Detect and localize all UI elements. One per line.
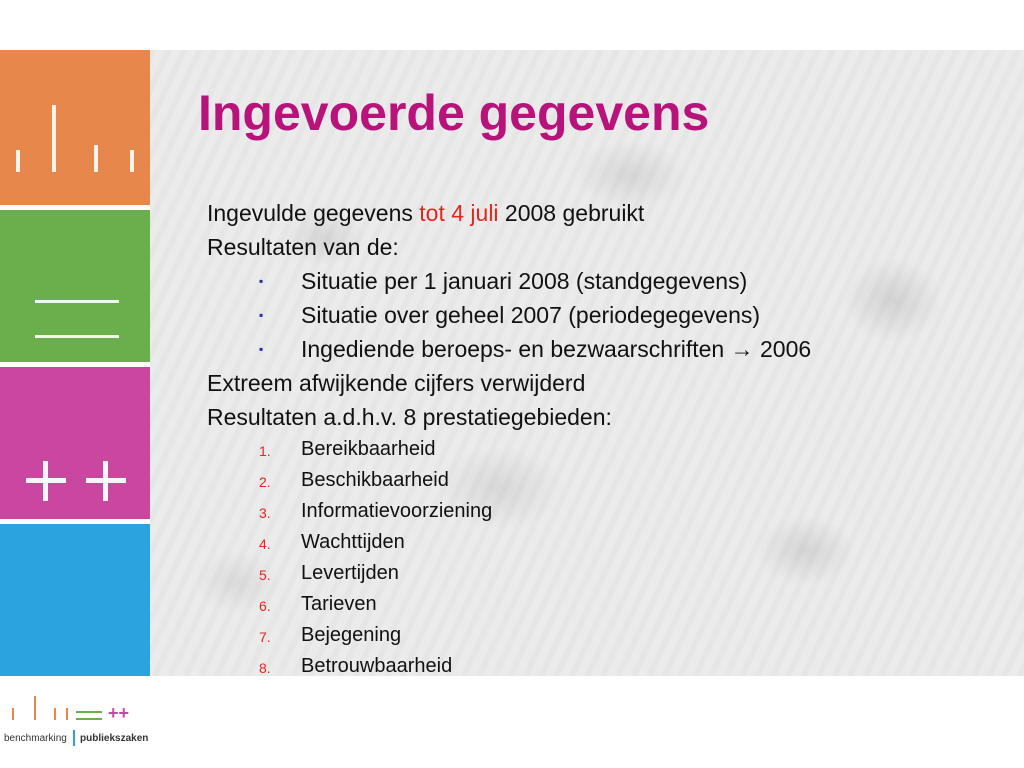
plus-icon	[103, 461, 108, 501]
list-item-label: Ingediende beroeps- en bezwaarschriften → 2006	[301, 336, 812, 362]
plus-icon	[43, 461, 48, 501]
tick-mark	[52, 105, 56, 172]
item-label: Betrouwbaarheid	[301, 655, 453, 677]
numbered-item	[207, 558, 1007, 589]
benchmarking-logo	[0, 690, 160, 750]
blue-block	[0, 524, 150, 676]
intro-line	[207, 196, 1007, 230]
outliers-line: Extreem afwijkende cijfers verwijderd	[207, 370, 586, 396]
item-number: 3.	[259, 505, 271, 521]
item-label: Informatievoorziening	[301, 500, 493, 522]
logo-tick-icon	[54, 708, 56, 720]
square-bullet-icon: ▪	[259, 308, 264, 322]
horizontal-line	[35, 335, 119, 338]
tick-mark	[16, 150, 20, 172]
list-item-label: Situatie per 1 januari 2008 (standgegevens)	[301, 268, 748, 294]
item-number: 6.	[259, 598, 271, 614]
logo-line-icon	[76, 718, 102, 720]
horizontal-line	[35, 300, 119, 303]
numbered-item	[207, 651, 1007, 682]
numbered-item	[207, 527, 1007, 558]
item-label: Wachttijden	[301, 531, 405, 553]
item-label: Bejegening	[301, 624, 402, 646]
slide-title: Ingevoerde gegevens	[198, 85, 710, 141]
item-number: 7.	[259, 629, 271, 645]
logo-plus-icon: ++	[108, 703, 130, 723]
logo-tick-icon	[34, 696, 36, 720]
performance-heading: Resultaten a.d.h.v. 8 prestatiegebieden:	[207, 404, 612, 430]
tick-mark	[94, 145, 98, 172]
numbered-item	[207, 589, 1007, 620]
slide-content	[207, 196, 1007, 682]
item-label: Beschikbaarheid	[301, 469, 449, 491]
logo-line-icon	[76, 711, 102, 713]
intro-text-end: 2008 gebruikt	[498, 200, 645, 226]
numbered-item	[207, 434, 1007, 465]
orange-block	[0, 50, 150, 205]
date-highlight: tot 4 juli	[419, 200, 499, 226]
tick-mark	[130, 150, 134, 172]
green-block	[0, 210, 150, 362]
item-number: 4.	[259, 536, 271, 552]
logo-tick-icon	[66, 708, 68, 720]
item-number: 2.	[259, 474, 271, 490]
logo-tick-icon	[12, 708, 14, 720]
square-bullet-icon: ▪	[259, 342, 264, 356]
list-item-label: Situatie over geheel 2007 (periodegegevens)	[301, 302, 761, 328]
square-bullet-icon: ▪	[259, 274, 264, 288]
item-number: 1.	[259, 443, 271, 459]
item-number: 8.	[259, 660, 271, 676]
results-heading: Resultaten van de:	[207, 234, 399, 260]
list-item	[207, 298, 1007, 332]
numbered-item	[207, 465, 1007, 496]
numbered-item	[207, 496, 1007, 527]
list-item	[207, 332, 1007, 366]
logo-text-left: benchmarking	[4, 733, 67, 744]
numbered-item	[207, 620, 1007, 651]
list-item	[207, 264, 1007, 298]
logo-text-right: publiekszaken	[80, 733, 149, 744]
intro-text: Ingevulde gegevens	[207, 200, 420, 226]
pink-block	[0, 367, 150, 519]
item-label: Levertijden	[301, 562, 399, 584]
item-label: Tarieven	[301, 593, 377, 615]
logo-divider	[73, 730, 75, 746]
item-label: Bereikbaarheid	[301, 438, 436, 460]
item-number: 5.	[259, 567, 271, 583]
